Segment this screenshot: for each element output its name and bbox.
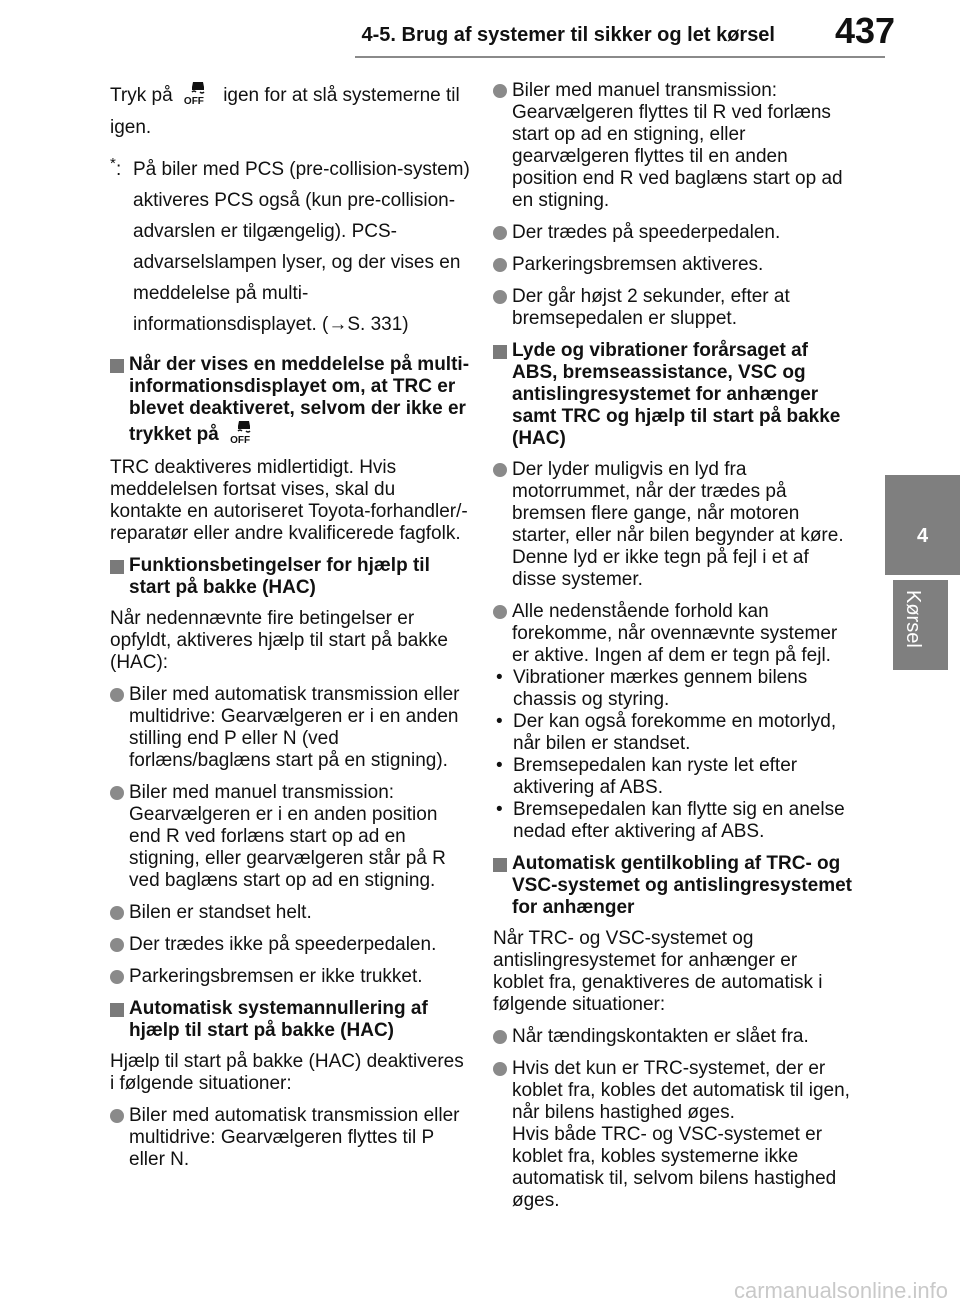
bullet-dot bbox=[493, 463, 507, 477]
list-item-text: Alle nedenstående forhold kan forekomme, når ovennævnte systemer er aktive. Ingen af dem er tegn på fejl. bbox=[512, 601, 838, 666]
skid-car-icon bbox=[190, 81, 206, 95]
list-item bbox=[493, 286, 853, 330]
bullet-dot bbox=[493, 84, 507, 98]
list-item bbox=[110, 782, 470, 892]
list-item-text: Der trædes ikke på speederpedalen. bbox=[129, 934, 437, 955]
list-item-text: Hvis det kun er TRC-systemet, der er koblet fra, kobles det automatisk til igen, når bilens hastighed øges. bbox=[512, 1058, 850, 1123]
list-item-text: Der går højst 2 sekunder, efter at bremsepedalen er sluppet. bbox=[512, 286, 790, 329]
list-item bbox=[110, 684, 470, 772]
chapter-label-tab[interactable] bbox=[893, 580, 948, 670]
hac-cancel-paragraph: Hjælp til start på bakke (HAC) deaktiveres i følgende situationer: bbox=[110, 1051, 464, 1094]
page-number: 437 bbox=[834, 10, 896, 51]
sub-list-item: • Vibrationer mærkes gennem bilens chassis og styring. bbox=[493, 667, 853, 711]
bullet-dot bbox=[493, 258, 507, 272]
heading-trc-text: Når der vises en meddelelse på multi-informationsdisplayet om, at TRC er blevet deaktiveret, selvom der ikke er trykket på bbox=[129, 354, 470, 445]
sub-list bbox=[493, 667, 853, 843]
intro-before: Tryk på bbox=[110, 85, 173, 106]
list-item bbox=[493, 254, 853, 276]
bullet-dot bbox=[110, 688, 124, 702]
list-item bbox=[493, 222, 853, 244]
intro-paragraph bbox=[110, 80, 470, 144]
list-item bbox=[110, 1105, 470, 1171]
chapter-label: Kørsel bbox=[902, 590, 924, 648]
list-item bbox=[110, 966, 470, 988]
pcs-note bbox=[110, 154, 470, 340]
list-item-text: Parkeringsbremsen er ikke trukket. bbox=[129, 966, 423, 987]
list-item bbox=[493, 459, 853, 591]
list-item bbox=[493, 601, 853, 667]
note-text: På biler med PCS (pre-collision-system) aktiveres PCS også (kun pre-collision-advarslen er tilgængelig). PCS-advarselslampen lyser, og der vises en meddelelse på multi-informationsdisplayet. (→S. 331) bbox=[133, 159, 470, 335]
vsc-off-icon-2 bbox=[229, 420, 259, 448]
bullet-dot bbox=[110, 906, 124, 920]
sub-list-item: • Der kan også forekomme en motorlyd, når bilen er standset. bbox=[493, 711, 853, 755]
section-title: 4-5. Brug af systemer til sikker og let kørsel bbox=[361, 24, 775, 46]
sub-list-item: • Bremsepedalen kan ryste let efter aktivering af ABS. bbox=[493, 755, 853, 799]
list-item bbox=[493, 80, 853, 212]
watermark: carmanualsonline.info bbox=[733, 1278, 948, 1303]
list-item-text: Når tændingskontakten er slået fra. bbox=[512, 1026, 809, 1047]
chapter-number: 4 bbox=[916, 525, 929, 547]
hac-conditions-paragraph: Når nedennævnte fire betingelser er opfyldt, aktiveres hjælp til start på bakke (HAC): bbox=[110, 608, 448, 673]
list-item bbox=[493, 1058, 853, 1124]
list-item bbox=[493, 1026, 853, 1048]
off-label-2: OFF bbox=[230, 435, 251, 446]
continuation-text: Hvis både TRC- og VSC-systemet er koblet fra, kobles systemerne ikke automatisk til, selvom bilens hastighed øges. bbox=[512, 1124, 837, 1211]
list-item-text: Bilen er standset helt. bbox=[129, 902, 312, 923]
bullet-dot bbox=[110, 786, 124, 800]
chapter-tab[interactable] bbox=[885, 475, 960, 575]
list-item bbox=[110, 934, 470, 956]
sub-list-item: • Bremsepedalen kan flytte sig en anelse nedad efter aktivering af ABS. bbox=[493, 799, 853, 843]
heading-hac-cancel: Automatisk systemannullering af hjælp til start på bakke (HAC) bbox=[110, 998, 470, 1042]
page-header bbox=[0, 0, 960, 70]
auto-reactivation-paragraph: Når TRC- og VSC-systemet og antislingresystemet for anhænger er koblet fra, genaktiveres de automatisk i følgende situationer: bbox=[493, 928, 823, 1015]
list-item-text: Biler med automatisk transmission eller multidrive: Gearvælgeren flyttes til P eller N. bbox=[129, 1105, 460, 1170]
list-item bbox=[110, 902, 470, 924]
header-rule bbox=[355, 56, 885, 58]
bullet-dot bbox=[110, 1109, 124, 1123]
note-colon: : bbox=[116, 159, 122, 180]
list-item-text: Biler med automatisk transmission eller multidrive: Gearvælgeren er i en anden stilling end P eller N (ved forlæns/baglæns start på en stigning). bbox=[129, 684, 460, 771]
list-item-text: Biler med manuel transmission: Gearvælgeren er i en anden position end R ved forlæns start op ad en stigning, eller gearvælgeren står på R ved baglæns start op ad en stigning. bbox=[129, 782, 446, 891]
vsc-off-icon bbox=[183, 81, 213, 109]
left-column bbox=[110, 80, 470, 1181]
bullet-dot bbox=[493, 605, 507, 619]
list-item-text: Biler med manuel transmission: Gearvælgeren flyttes til R ved forlæns start op ad en stigning, eller gearvælgeren flyttes til en anden position end R ved baglæns start op ad en stigning. bbox=[512, 80, 843, 211]
list-item-text: Der lyder muligvis en lyd fra motorrummet, når der trædes på bremsen flere gange, når motoren starter, eller når bilen begynder at køre. Denne lyd er ikke tegn på fejl i et af disse systemer. bbox=[512, 459, 844, 590]
heading-trc-message bbox=[110, 354, 470, 448]
right-column bbox=[493, 80, 853, 1212]
heading-auto-reactivation: Automatisk gentilkobling af TRC- og VSC-systemet og antislingresystemet for anhænger bbox=[493, 853, 853, 919]
intro-after: igen for at slå systemerne til igen. bbox=[110, 85, 460, 138]
list-item-text: Der trædes på speederpedalen. bbox=[512, 222, 781, 243]
bullet-dot bbox=[493, 290, 507, 304]
bullet-dot bbox=[493, 1030, 507, 1044]
heading-hac-conditions: Funktionsbetingelser for hjælp til start på bakke (HAC) bbox=[110, 555, 470, 599]
list-item-text: Parkeringsbremsen aktiveres. bbox=[512, 254, 764, 275]
bullet-dot bbox=[110, 938, 124, 952]
bullet-dot bbox=[493, 1062, 507, 1076]
note-asterisk: * bbox=[110, 155, 116, 172]
bullet-dot bbox=[110, 970, 124, 984]
off-label: OFF bbox=[183, 96, 204, 107]
trc-paragraph: TRC deaktiveres midlertidigt. Hvis meddelelsen fortsat vises, skal du kontakte en autoriseret Toyota-forhandler/-reparatør eller andre kvalificerede fagfolk. bbox=[110, 457, 468, 544]
heading-sounds-vibrations: Lyde og vibrationer forårsaget af ABS, bremseassistance, VSC og antislingresystemet for anhænger samt TRC og hjælp til start på bakke (HAC) bbox=[493, 340, 853, 450]
bullet-dot bbox=[493, 226, 507, 240]
skid-car-icon-2 bbox=[236, 420, 252, 434]
